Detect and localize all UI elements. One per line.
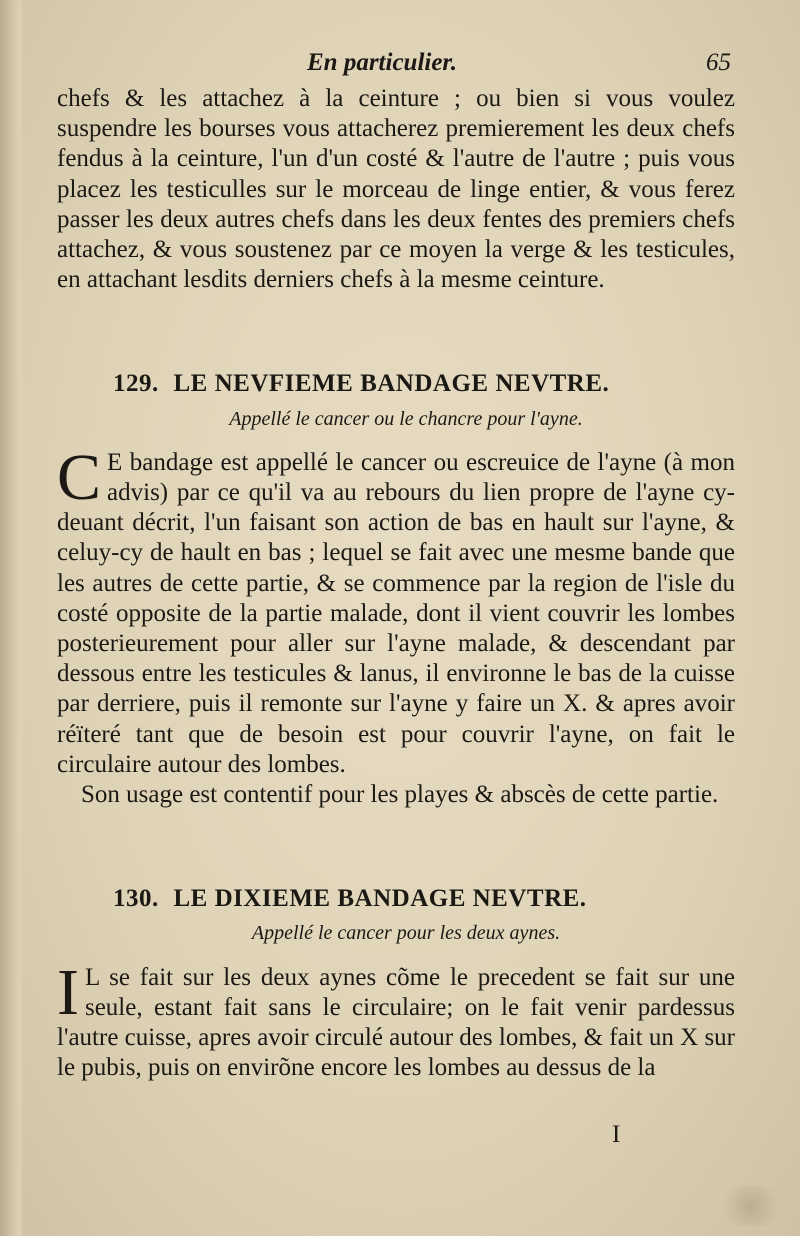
section-title: LE NEVFIEME BANDAGE NEVTRE.: [173, 370, 610, 398]
spacer: [57, 295, 735, 369]
section-number: 129.: [113, 370, 159, 398]
section-subtitle: Appellé le cancer pour les deux aynes.: [251, 922, 561, 945]
paragraph-section-129: [57, 440, 735, 780]
page-gutter-shadow: [0, 0, 24, 1236]
paragraph-continuation: chefs & les attachez à la ceinture ; ou bien si vous voulez suspendre les bourses vous attacherez premierement les deux chefs fendus à la ceinture, l'un d'un costé & l'autre de l'autre ; puis vous placez les testiculles sur le morceau de linge entier, & vous ferez passer les deux autres chefs dans les deux fentes des premiers chefs attachez, & vous soustenez par ce moyen la verge & les testicules, en attachant lesdits derniers chefs à la mesme ceinture.: [57, 85, 735, 294]
spacer: [57, 810, 735, 884]
paragraph-text: L se fait sur les deux aynes cõme le precedent se fait sur une seule, estant fait sans le circulaire; on le fait venir pardessus l'autre cuisse, apres avoir circulé autour des lombes, & fait un X sur le pubis, puis on envirõne encore les lombes au dessus de la: [57, 963, 735, 1082]
paragraph-usage: Son usage est contentif pour les playes & abscès de cette partie.: [81, 781, 719, 809]
paper-stain: [716, 1186, 786, 1226]
page-content: [57, 48, 735, 1083]
section-heading-130: [57, 884, 735, 914]
section-subtitle: Appellé le cancer ou le chancre pour l'ayne.: [229, 407, 583, 430]
running-head: [57, 48, 735, 84]
section-number: 130.: [113, 885, 159, 913]
drop-cap: I: [57, 955, 79, 1029]
catchword: I: [612, 1121, 621, 1148]
drop-cap: C: [57, 440, 102, 514]
section-title: LE DIXIEME BANDAGE NEVTRE.: [173, 885, 587, 913]
running-title: En particulier.: [307, 49, 458, 76]
section-heading-129: [57, 369, 735, 399]
page-number: 65: [706, 49, 731, 76]
paragraph-text: E bandage est appellé le cancer ou escreuice de l'ayne (à mon advis) par ce qu'il va au rebours du lien propre de l'ayne cy-deuant décrit, l'un faisant son action de bas en hault sur l'ayne, & celuy-cy de hault en bas ; lequel se fait avec une mesme bande que les autres de cette partie, & se commence par la region de l'isle du costé opposite de la partie malade, dont il vient couvrir les lombes posterieurement pour aller sur l'ayne malade, & descendant par dessous entre les testicules & lanus, il environne le bas de la cuisse par derriere, puis il remonte sur l'ayne y faire un X. & apres avoir réïteré tant que de besoin est pour couvrir l'ayne, on fait le circulaire autour des lombes.: [57, 448, 735, 778]
paragraph-section-130: [57, 955, 735, 1084]
